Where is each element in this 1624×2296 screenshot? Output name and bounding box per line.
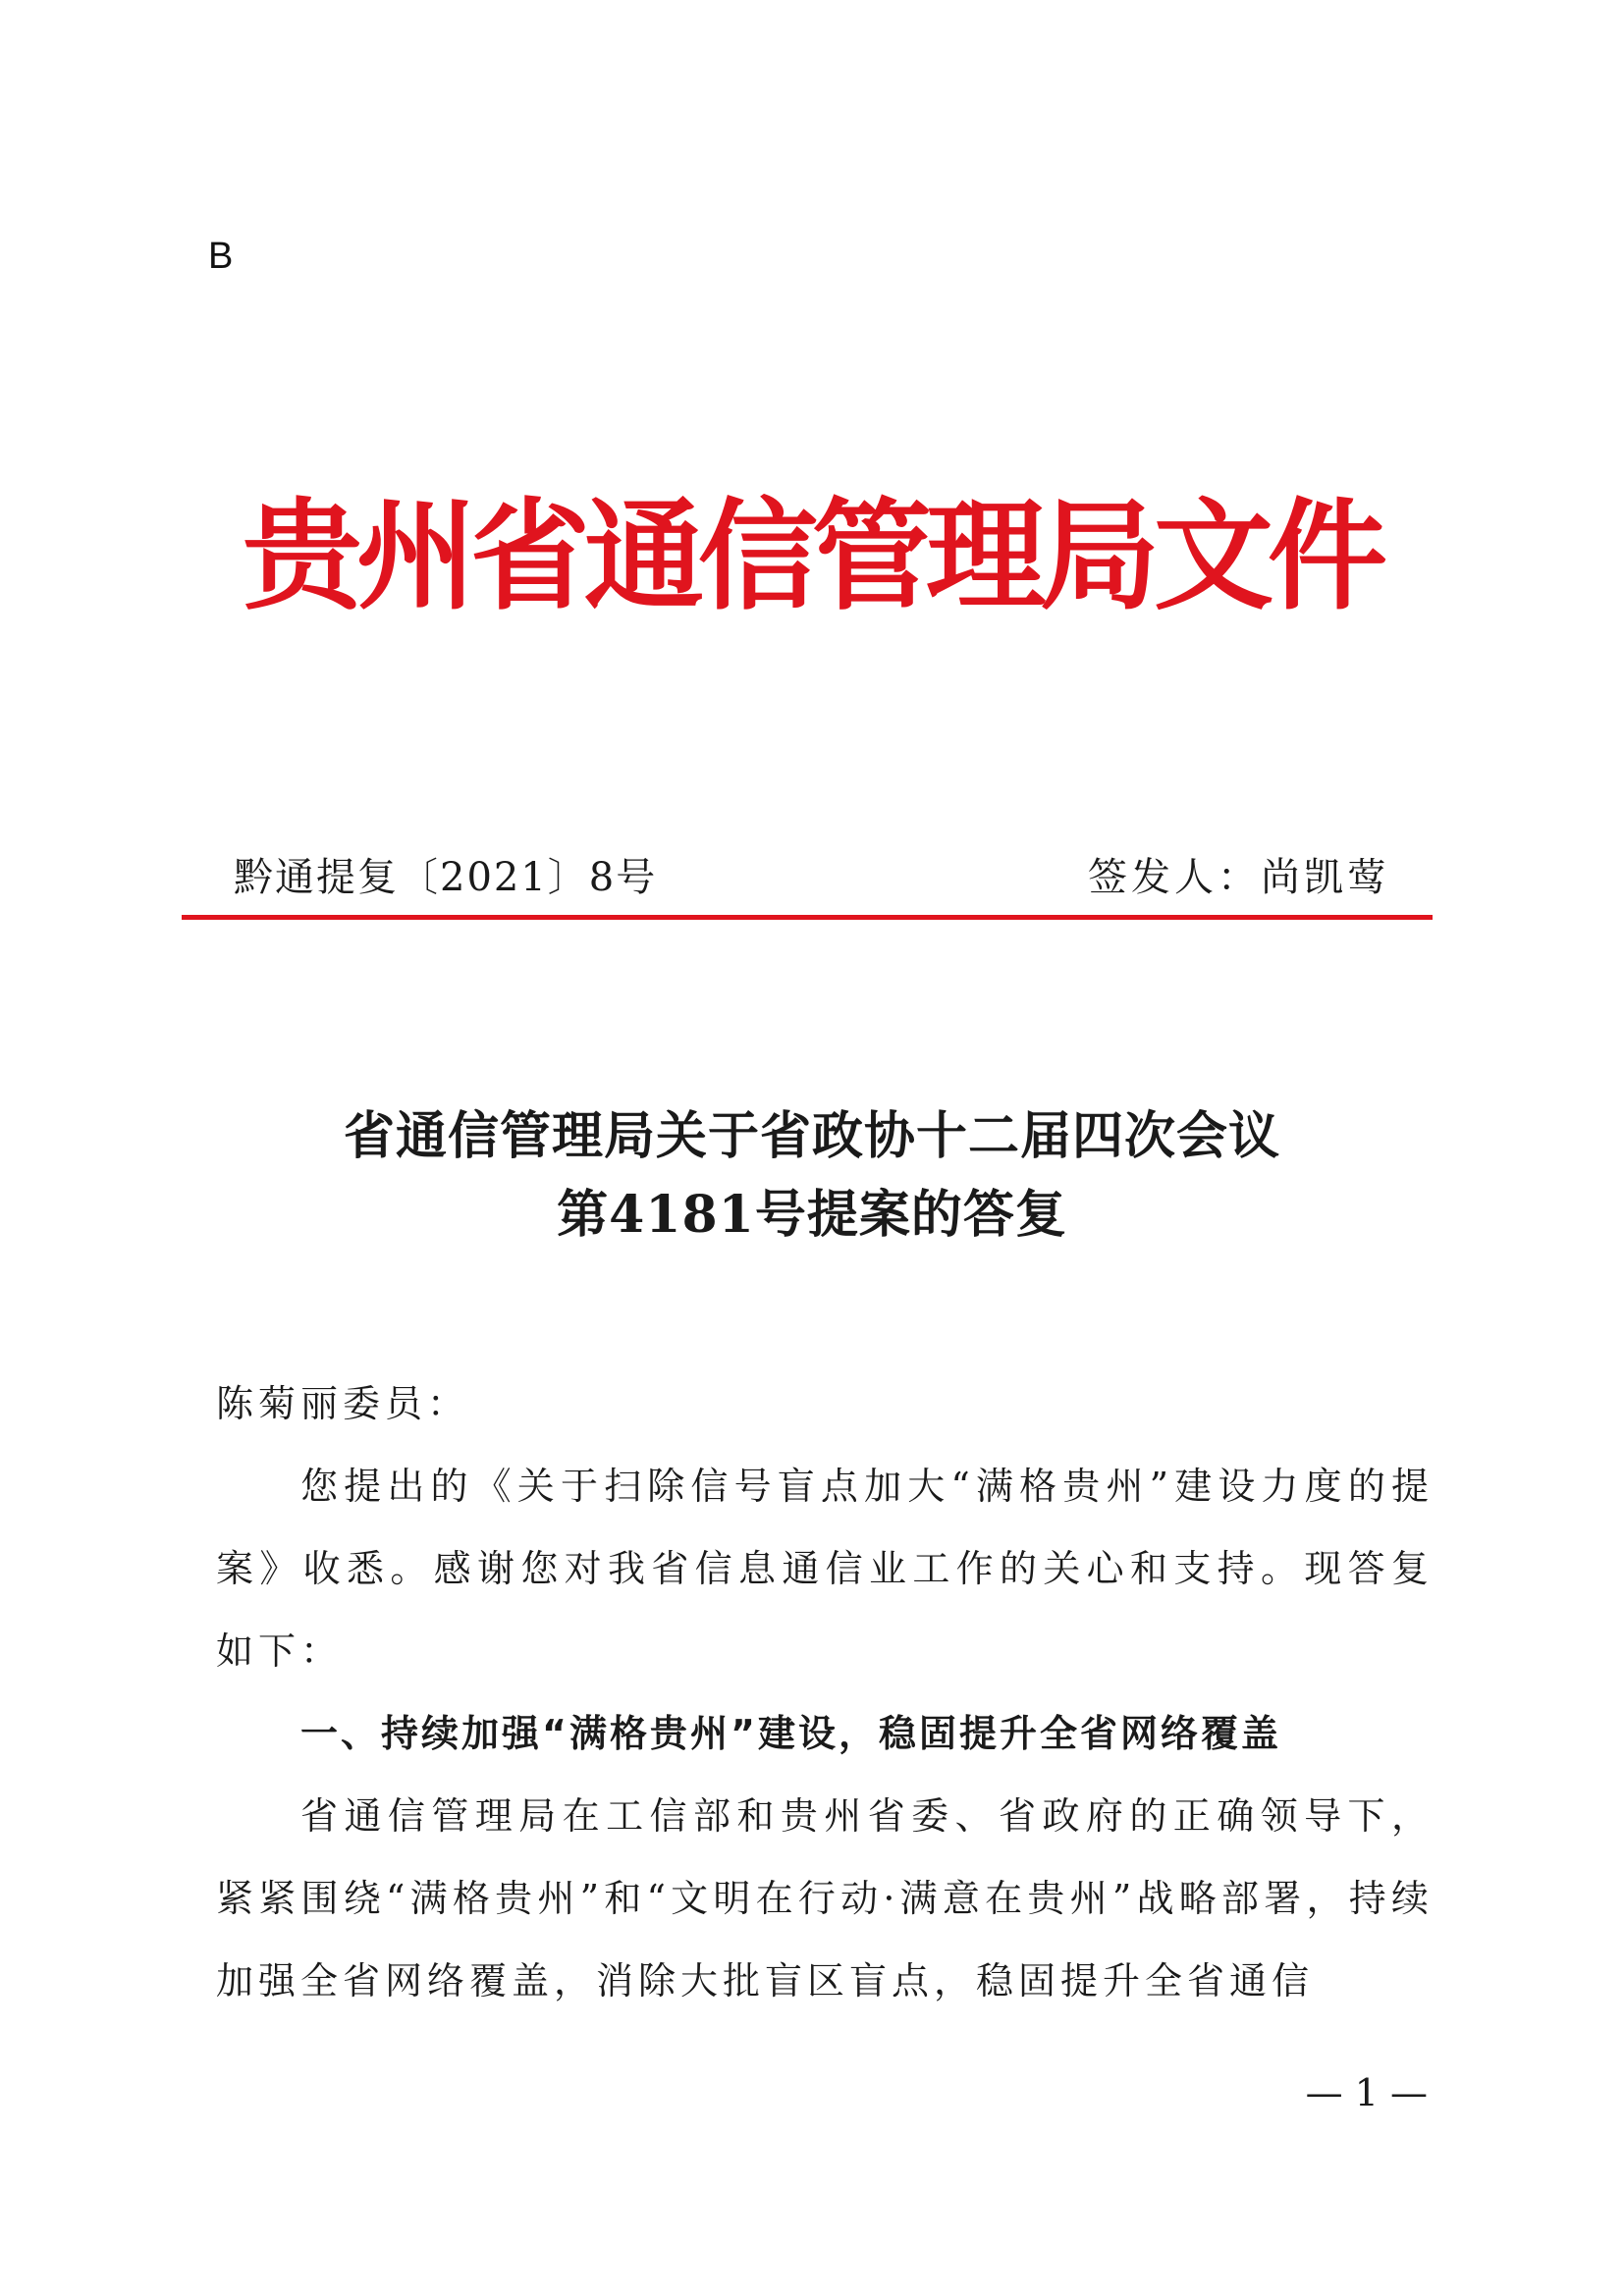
masthead-title: 贵州省通信管理局文件 bbox=[243, 485, 1381, 626]
salutation: 陈菊丽委员： bbox=[216, 1382, 470, 1425]
document-title bbox=[177, 1097, 1447, 1255]
document-number: 黔通提复〔2021〕8号 bbox=[234, 855, 658, 900]
red-divider-line bbox=[182, 915, 1433, 920]
section-heading-1: 一、持续加强“满格贵州”建设，稳固提升全省网络覆盖 bbox=[300, 1712, 1281, 1755]
page-number: — 1 — bbox=[1305, 2071, 1428, 2114]
signer: 签发人：尚凯莺 bbox=[1088, 855, 1390, 900]
document-grade-mark: B bbox=[208, 236, 234, 277]
document-body bbox=[216, 1362, 1434, 2022]
document-title-line-1: 省通信管理局关于省政协十二届四次会议 bbox=[343, 1106, 1280, 1166]
document-title-line-2: 第4181号提案的答复 bbox=[557, 1185, 1067, 1245]
body-paragraph-2: 省通信管理局在工信部和贵州省委、省政府的正确领导下，紧紧围绕“满格贵州”和“文明在行动·满意在贵州”战略部署，持续加强全省网络覆盖，消除大批盲区盲点，稳固提升全省通信 bbox=[216, 1794, 1434, 2002]
body-paragraph-1: 您提出的《关于扫除信号盲点加大“满格贵州”建设力度的提案》收悉。感谢您对我省信息通信业工作的关心和支持。现答复如下： bbox=[216, 1465, 1434, 1673]
